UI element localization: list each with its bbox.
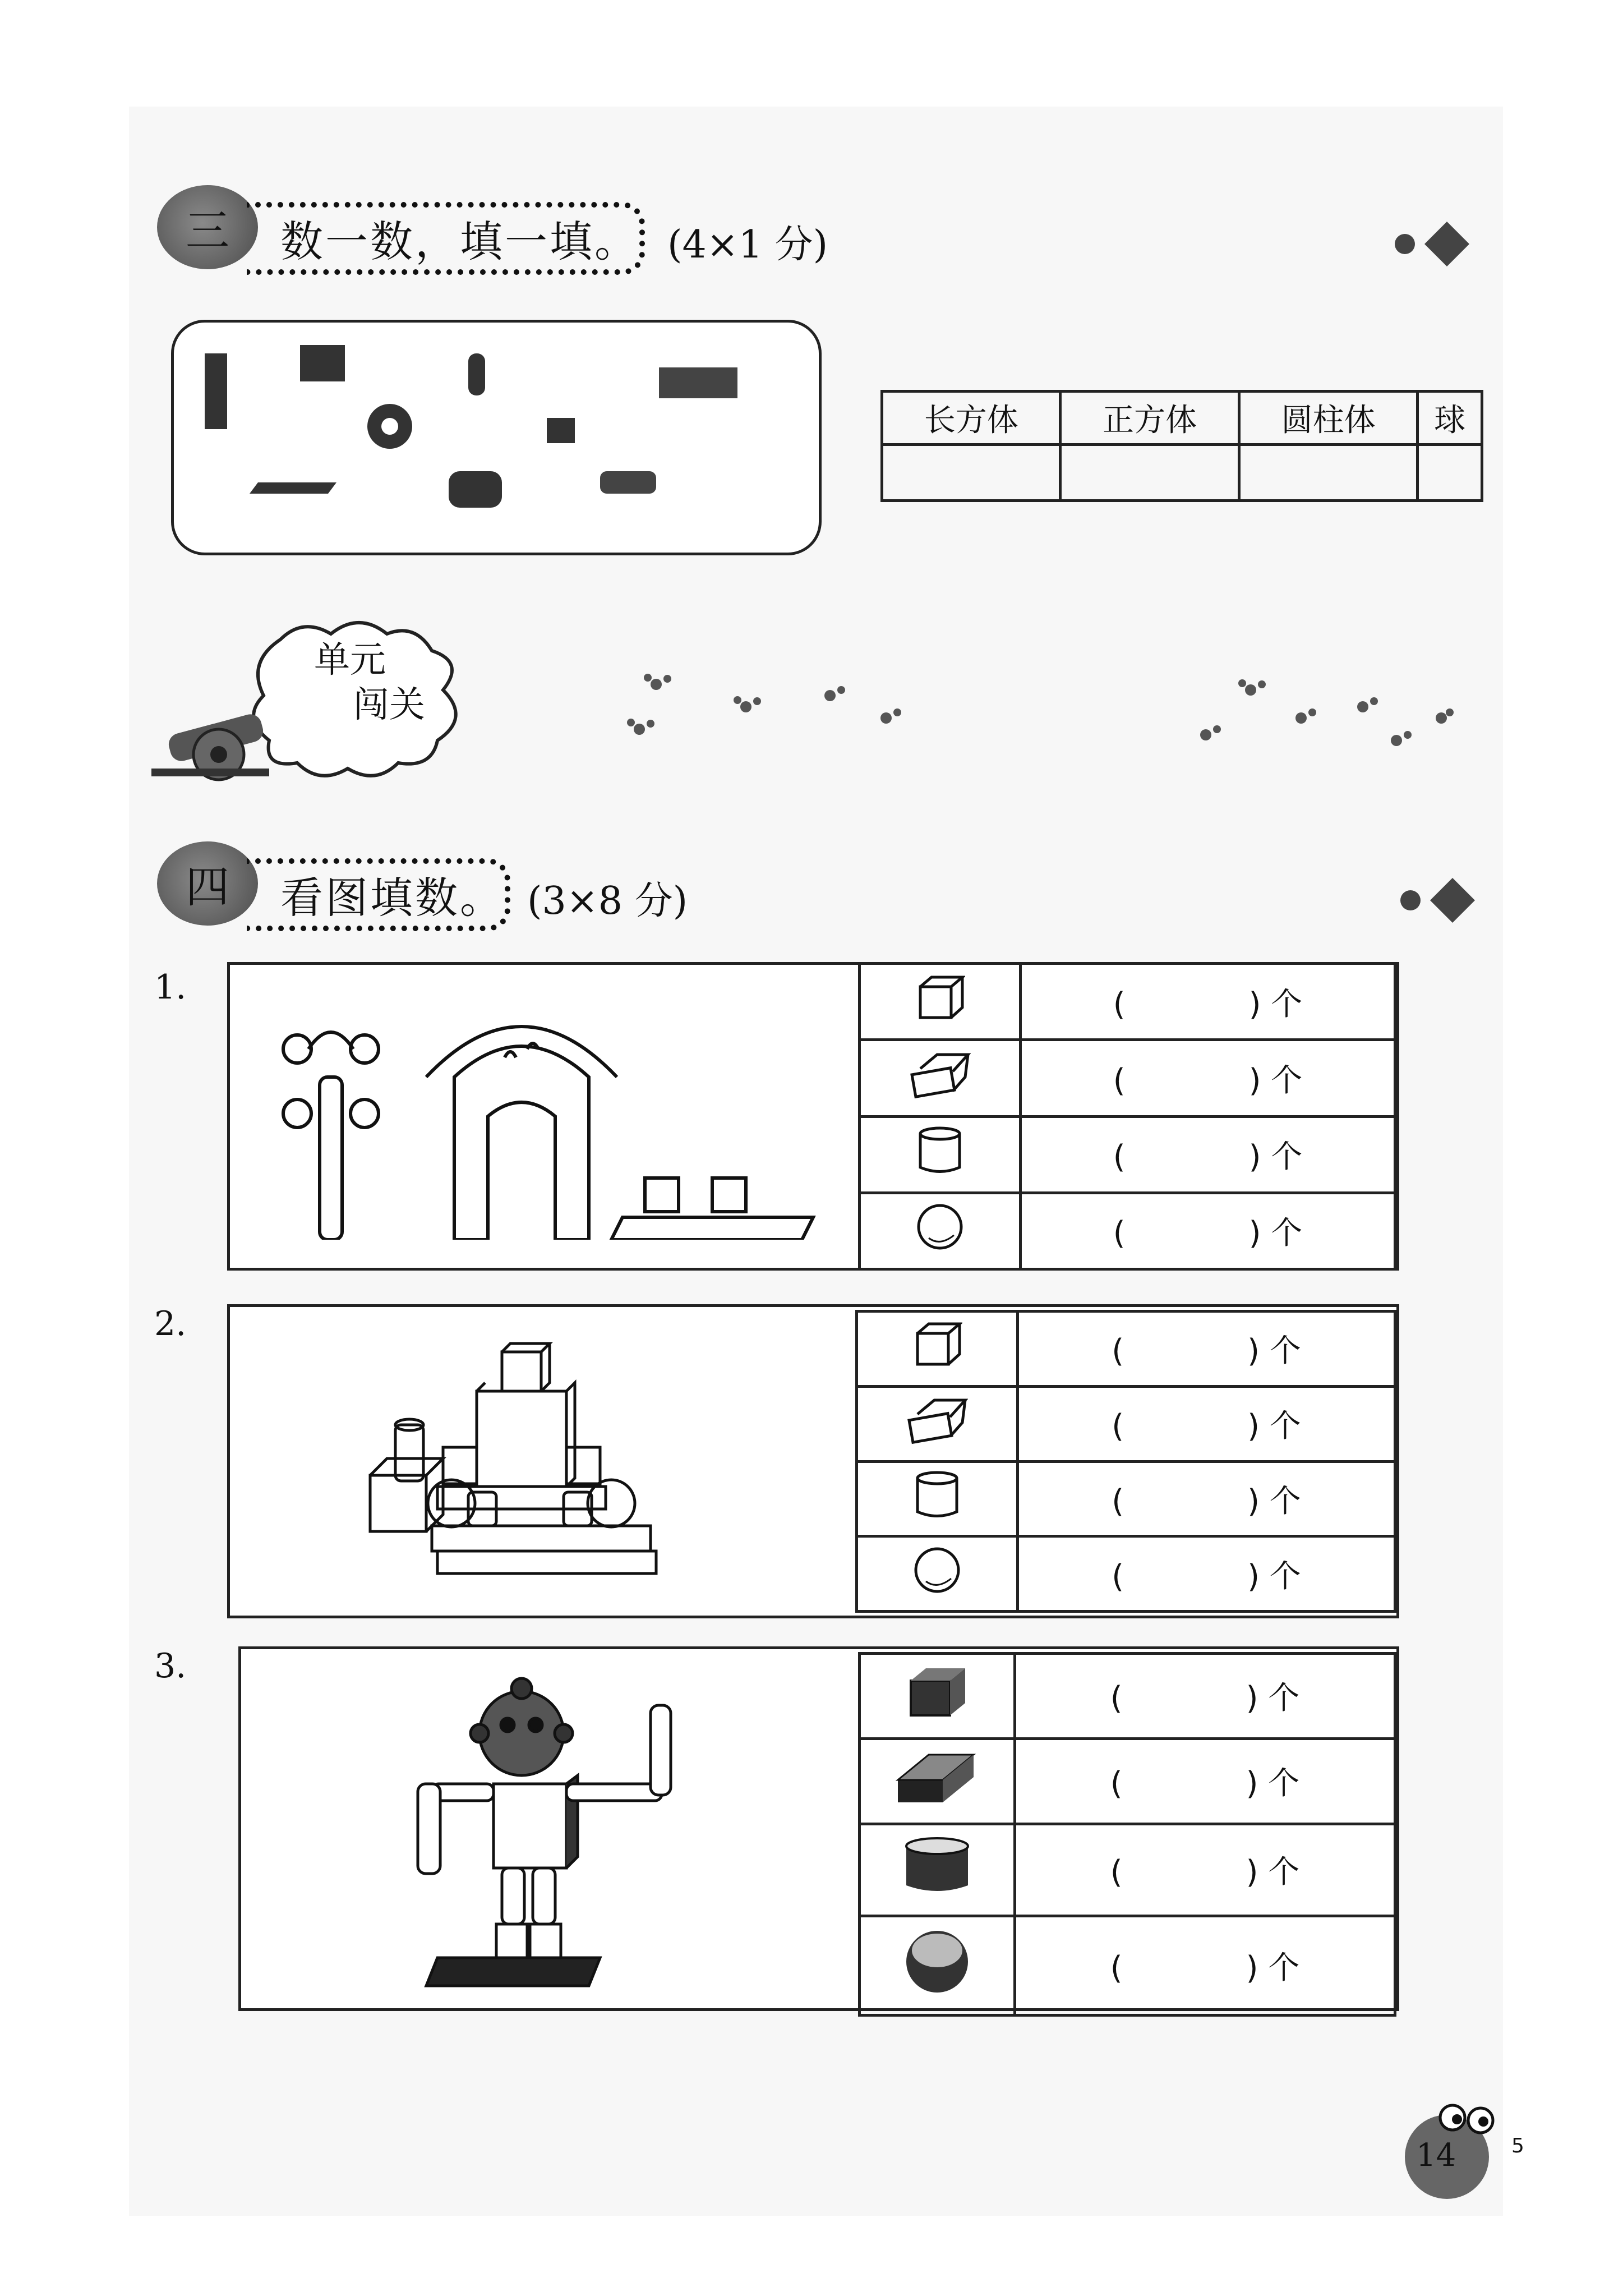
header-cube: 正方体 bbox=[1061, 392, 1239, 445]
cylinder-shape bbox=[449, 471, 502, 508]
problem2-sphere-answer[interactable]: ( ) 个 bbox=[1018, 1536, 1395, 1612]
problem2-answer-table bbox=[855, 1310, 1396, 1613]
shapes-illustration bbox=[174, 323, 819, 553]
problem2-cuboid-answer[interactable]: ( ) 个 bbox=[1018, 1386, 1395, 1461]
problem3-sphere-answer[interactable]: ( ) 个 bbox=[1015, 1916, 1395, 2016]
paw-prints-left-decoration bbox=[522, 668, 914, 752]
answer-cube-cell[interactable] bbox=[1061, 445, 1239, 501]
tall-cuboid-shape bbox=[205, 353, 227, 429]
problem1-picture bbox=[264, 993, 824, 1240]
problem2-sphere-icon bbox=[857, 1536, 1018, 1612]
problem1-cuboid-answer[interactable]: ( ) 个 bbox=[1021, 1040, 1395, 1116]
thin-cuboid-shape bbox=[250, 482, 336, 494]
header-sphere: 球 bbox=[1418, 392, 1482, 445]
flat-cuboid-shape bbox=[659, 367, 737, 398]
problem1-cylinder-answer[interactable]: ( ) 个 bbox=[1021, 1116, 1395, 1193]
section4-number-badge bbox=[157, 841, 258, 926]
section3-number: 三 bbox=[185, 206, 229, 256]
problem3-cuboid-answer[interactable]: ( ) 个 bbox=[1015, 1738, 1395, 1824]
section4-diamond-icon bbox=[1396, 875, 1486, 926]
problem3-sphere-icon bbox=[860, 1916, 1015, 2016]
problem3-robot-picture bbox=[404, 1672, 718, 1997]
problem2-cube-answer[interactable]: ( ) 个 bbox=[1018, 1312, 1395, 1387]
problem1-cube-icon bbox=[860, 964, 1021, 1040]
problem3-cube-icon bbox=[860, 1654, 1015, 1739]
problem3-cuboid-icon bbox=[860, 1738, 1015, 1824]
problem2-cylinder-icon bbox=[857, 1461, 1018, 1536]
problem2-picture bbox=[365, 1341, 757, 1599]
small-cylinder-shape bbox=[468, 353, 485, 395]
problem2-label: 2. bbox=[154, 1304, 187, 1343]
problem2-cuboid-icon bbox=[857, 1386, 1018, 1461]
problem2-cylinder-answer[interactable]: ( ) 个 bbox=[1018, 1461, 1395, 1536]
header-cuboid: 长方体 bbox=[882, 392, 1061, 445]
section4-title: 看图填数。 bbox=[280, 873, 505, 923]
problem1-cylinder-icon bbox=[860, 1116, 1021, 1193]
problem1-cuboid-icon bbox=[860, 1040, 1021, 1116]
problem3-cube-answer[interactable]: ( ) 个 bbox=[1015, 1654, 1395, 1739]
problem1-label: 1. bbox=[154, 968, 187, 1007]
problem1-answer-table bbox=[858, 962, 1396, 1271]
problem1-cube-answer[interactable]: ( ) 个 bbox=[1021, 964, 1395, 1040]
cube-shape bbox=[300, 345, 345, 381]
flat-cylinder-shape bbox=[600, 471, 656, 494]
answer-cylinder-cell[interactable] bbox=[1239, 445, 1417, 501]
header-cylinder: 圆柱体 bbox=[1239, 392, 1417, 445]
section3-score: (4×1 分) bbox=[667, 223, 828, 267]
small-cube-shape bbox=[547, 418, 575, 443]
problem2-cube-icon bbox=[857, 1312, 1018, 1387]
answer-sphere-cell[interactable] bbox=[1418, 445, 1482, 501]
cannon-icon bbox=[151, 712, 269, 780]
banner-line1: 单元 bbox=[314, 639, 386, 681]
problem3-label: 3. bbox=[154, 1646, 187, 1686]
shapes-box bbox=[171, 320, 822, 555]
section3-title: 数一数，填一填。 bbox=[280, 217, 639, 266]
section4-number: 四 bbox=[185, 862, 229, 913]
section3-diamond-icon bbox=[1391, 219, 1481, 269]
problem1-sphere-icon bbox=[860, 1193, 1021, 1269]
page-number: 5 bbox=[1511, 2134, 1524, 2157]
problem3-cylinder-answer[interactable]: ( ) 个 bbox=[1015, 1824, 1395, 1916]
section4-score: (3×8 分) bbox=[527, 879, 688, 923]
problem1-sphere-answer[interactable]: ( ) 个 bbox=[1021, 1193, 1395, 1269]
answer-cuboid-cell[interactable] bbox=[882, 445, 1061, 501]
section3-number-badge bbox=[157, 185, 258, 269]
problem3-cylinder-icon bbox=[860, 1824, 1015, 1916]
section3-count-table bbox=[880, 390, 1483, 502]
page-badge-number: 14 bbox=[1416, 2137, 1456, 2174]
paw-prints-right-decoration bbox=[1195, 673, 1458, 763]
problem3-answer-table bbox=[858, 1652, 1396, 2017]
banner-line2: 闯关 bbox=[353, 684, 425, 726]
